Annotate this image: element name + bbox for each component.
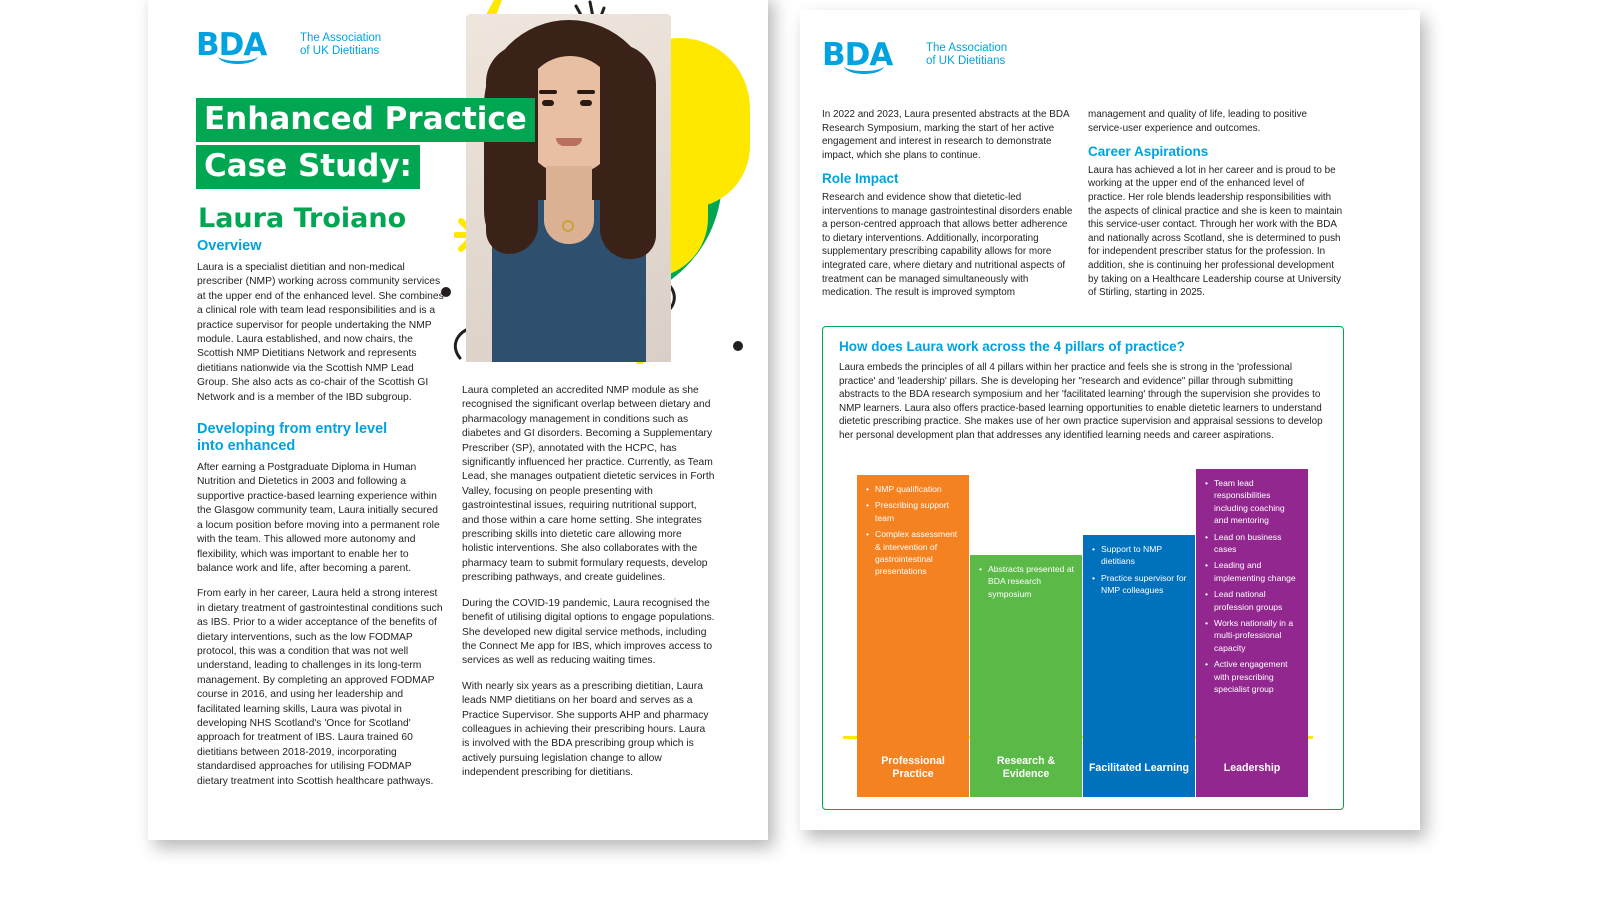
bda-logo-letters-right: BDA [822,37,893,73]
bda-logo-swoosh [218,48,258,64]
heading-developing-line2: into enhanced [197,438,296,455]
pillars-panel [822,326,1344,810]
role-impact-continuation: management and quality of life, leading to positive service-user experience and outcomes. [1088,109,1308,134]
title-line-2: Case Study: [196,145,420,189]
list-item: • NMP qualification [875,483,961,495]
chart-bar-items-leadership [1196,469,1308,739]
bda-logo-letters: BDA [196,27,267,63]
chart-bar-facilitated-learning [1083,535,1195,797]
pillars-panel-title: How does Laura work across the 4 pillars of practice? [839,339,1185,354]
list-item: • Lead national profession groups [1214,588,1300,613]
left-column-1 [197,238,445,800]
bda-logo-text-line1: The Association [300,32,382,44]
chart-label-facilitated-learning: Facilitated Learning [1088,761,1190,774]
developing-paragraph-1: After earning a Postgraduate Diploma in Human Nutrition and Dietetics in 2003 and following a supportive practice-based learning experience within the Glasgow community team, Laura initially secured a locum position before moving into a permanent role with the team. This allowed more autonomy and flexibility, which was important to enable her to balance work and life, after becoming a parent. [197,462,440,574]
overview-paragraph: Laura is a specialist dietitian and non-medical prescriber (NMP) working across community services at the upper end of the enhanced level. She combines a clinical role with team lead responsibilities and is a practice supervisor for people undertaking the NMP module. Laura established, and now chairs, the Scottish NMP Dietitians Network and represents dietitians nationwide via the Scottish NMP Lead Group. She also acts as co-chair of the Scottish GI Network and is a member of the IBD subgroup. [197,262,444,403]
left-column-2 [462,384,715,792]
list-item: • Abstracts presented at BDA research symposium [988,563,1074,600]
heading-overview: Overview [197,238,262,254]
title-line-1: Enhanced Practice [196,98,535,142]
pillars-bar-chart [857,467,1312,797]
chart-bar-leadership [1196,469,1308,797]
bda-logo-text-right-line1: The Association [926,42,1008,54]
chart-label-leadership: Leadership [1223,761,1281,774]
bda-logo [196,28,381,62]
chart-bar-items-professional-practice [857,475,969,739]
chart-bar-research-evidence [970,555,1082,797]
developing-paragraph-2: From early in her career, Laura held a strong interest in dietary treatment of gastrointestinal conditions such as IBS. Prior to a wider acceptance of the benefits of dietary interventions, such as the low FODMAP protocol, this was a condition that was not well understand, leading to challenges in its long-term management. By completing an approved FODMAP course in 2016, and using her leadership and facilitated learning skills, Laura was pivotal in developing NHS Scotland's 'Once for Scotland' approach for treatment of IBS. Laura trained 60 dietitians between 2018-2019, incorporating standardised approaches for utilising FODMAP dietary treatment into Scottish healthcare pathways. [197,588,443,787]
list-item: • Lead on business cases [1214,531,1300,556]
list-item: • Complex assessment & intervention of gastrointestinal presentations [875,528,961,578]
col2-paragraph-3: With nearly six years as a prescribing dietitian, Laura leads NMP dietitians on her board and serves as a Practice Supervisor. She supports AHP and pharmacy colleagues in achieving their prescribing hours. Laura is involved with the BDA prescribing group which is actively pursuing legislation change to allow independent prescribing for dietitians. [462,680,709,779]
list-item: • Practice supervisor for NMP colleagues [1101,572,1187,597]
title-block [196,98,535,234]
bda-logo-text-right-line2: of UK Dietitians [926,55,1006,67]
bda-logo-mark [196,28,292,62]
right-column-1 [822,108,1077,310]
list-item: • Leading and implementing change [1214,559,1300,584]
chart-bar-professional-practice [857,475,969,797]
list-item: • Support to NMP dietitians [1101,543,1187,568]
bda-logo-text [300,28,381,58]
career-aspirations-paragraph: Laura has achieved a lot in her career and is proud to be working at the upper end of the enhanced level of practice. Her role blends leadership responsibilities with the aspects of clinical practice and she is keen to maintain this service-user contact. Through her work with the BDA and nationally across Scotland, she is determined to push for independent prescriber status for the profession. In addition, she is continuing her professional development by taking on a Healthcare Leadership course at University of Stirling, starting in 2025. [1088,164,1343,299]
role-impact-paragraph: Research and evidence show that dietetic-led interventions to manage gastrointestinal disorders enable a person-centred approach that allows better adherence to dietary interventions. Additionally, incorporating supplementary prescribing capability allows for more integrated care, where dietary and nutritional aspects of treatment can be managed simultaneously with medication. The result is improved symptom [822,191,1073,299]
case-study-name: Laura Troiano [198,203,407,234]
col2-paragraph-1: Laura completed an accredited NMP module as she recognised the significant overlap between dietary and pharmacology management in conditions such as diabetes and GI disorders. Becoming a Supplementary Prescriber (SP), annotated with the HCPC, has significantly influenced her practice. Currently, as Team Lead, she manages outpatient dietetic services in Forth Valley, focusing on people presenting with gastrointestinal issues, requiring nutritional support, and those within a care home setting. She integrates prescribing skills into dietetic care allowing more holistic interventions. She also collaborates with the pharmacy team to submit formulary requests, develop prescribing pathways, and create guidelines. [462,385,715,584]
chart-label-research-evidence: Research & Evidence [996,755,1056,780]
chart-bar-items-research-evidence [970,555,1082,739]
col2-paragraph-2: During the COVID-19 pandemic, Laura recognised the benefit of utilising digital options to engage populations. She developed new digital service methods, including the Connect Me app for IBS, which improves access to services as well as reducing waiting times. [462,597,715,667]
right-column-2 [1088,108,1344,310]
heading-developing-line1: Developing from entry level [197,421,388,438]
list-item: • Prescribing support team [875,499,961,524]
list-item: • Team lead responsibilities including coaching and mentoring [1214,477,1300,527]
bda-logo-right [822,38,1007,72]
bda-logo-text-right [926,38,1007,68]
page-right [800,10,1420,830]
right-intro-paragraph: In 2022 and 2023, Laura presented abstracts at the BDA Research Symposium, marking the start of her active engagement and interest in research to demonstrate impact, which she plans to continue. [822,109,1070,161]
bda-logo-mark-right [822,38,918,72]
heading-career-aspirations: Career Aspirations [1088,144,1209,160]
chart-bar-items-facilitated-learning [1083,535,1195,739]
page-left [148,0,768,840]
bda-logo-swoosh-right [844,58,884,74]
list-item: • Active engagement with prescribing specialist group [1214,658,1300,695]
heading-role-impact: Role Impact [822,171,899,187]
list-item: • Works nationally in a multi-professional capacity [1214,617,1300,654]
dot-icon-2 [732,340,744,352]
chart-label-professional-practice: Professional Practice [881,755,945,780]
pillars-panel-intro: Laura embeds the principles of all 4 pillars within her practice and feels she is strong in the 'professional practice' and 'leadership' pillars. She is developing her "research and evidence" pillar through submitting abstracts to the BDA research symposium and her 'facilitated learning' through the supervision she provides to NMP learners. Laura also offers practice-based learning opportunities to enable dietetic learners to understand dietetic prescribing practice. She makes use of her own practice supervision and appraisal sessions to develop her personal development plan that addresses any identified learning needs and career aspirations. [839,362,1323,441]
bda-logo-text-line2: of UK Dietitians [300,45,380,57]
